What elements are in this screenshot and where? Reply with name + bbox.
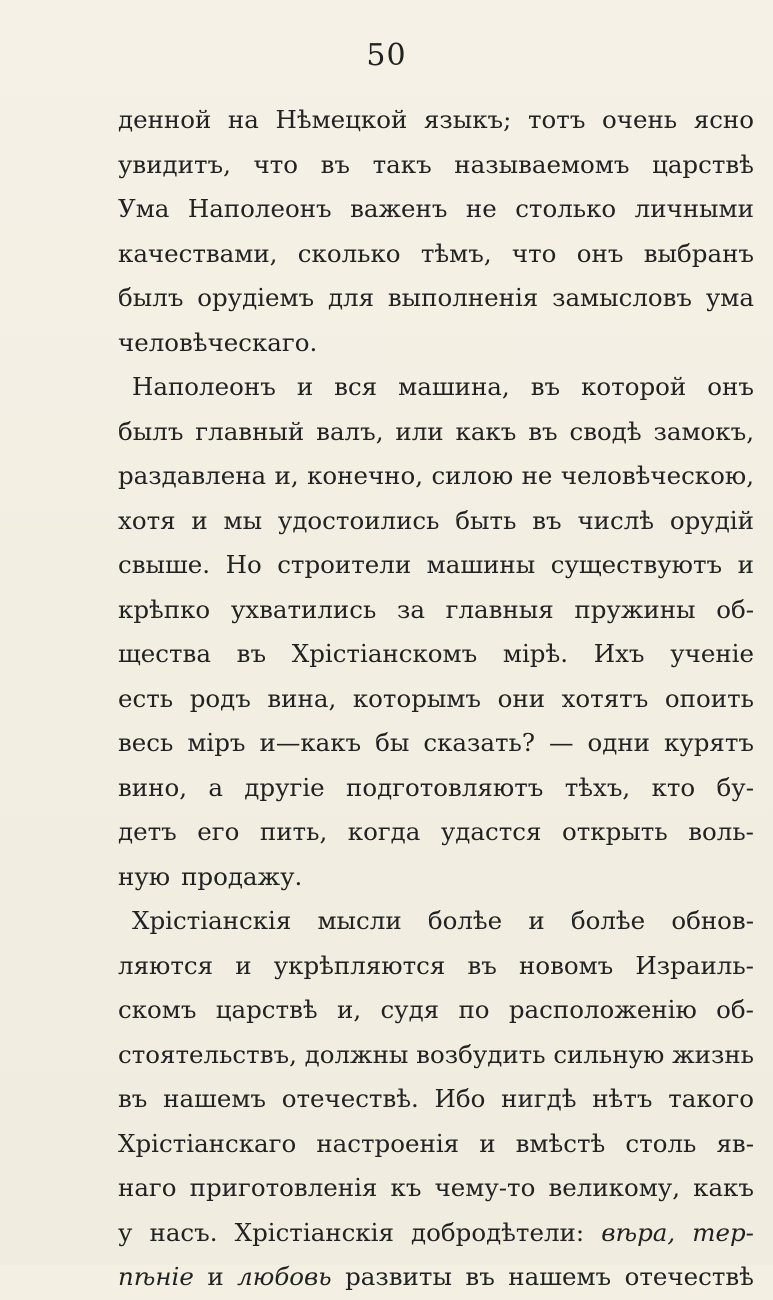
word: курятъ — [663, 728, 754, 757]
word: что — [511, 238, 557, 268]
text-line — [118, 1077, 754, 1122]
word: ухватились — [230, 594, 377, 624]
word: сводѣ — [569, 416, 642, 446]
word: вѣра, — [601, 1217, 676, 1247]
word: тер- — [692, 1217, 754, 1247]
word: числѣ — [577, 505, 655, 535]
word: ума — [705, 283, 754, 312]
word: есть — [118, 683, 174, 713]
word: нашемъ — [163, 1084, 266, 1113]
word: Наполеонъ — [187, 194, 332, 223]
word: тѣхъ, — [564, 772, 631, 802]
word: въ — [118, 1084, 148, 1113]
text-line — [118, 543, 754, 588]
text-line — [118, 1122, 754, 1167]
word: жизнь — [672, 1039, 754, 1069]
word: такого — [668, 1084, 754, 1113]
word: человѣческою, — [560, 461, 754, 490]
word: у — [118, 1217, 133, 1247]
word: новомъ — [519, 950, 614, 980]
word: орудій — [669, 505, 754, 535]
text-line — [118, 766, 754, 811]
word: обнов- — [671, 906, 754, 935]
word: насъ. — [149, 1217, 218, 1247]
word: наго — [118, 1173, 177, 1202]
word: хотя — [118, 505, 176, 535]
word: что — [253, 149, 299, 179]
text-line — [118, 187, 754, 232]
word: тотъ — [527, 105, 586, 134]
word: или — [395, 416, 444, 446]
word: возбудить — [416, 1039, 546, 1069]
word: въ — [236, 639, 267, 668]
word: былъ — [118, 283, 184, 312]
word: въ — [532, 505, 562, 535]
word: какъ — [455, 416, 517, 446]
word: пить, — [259, 817, 328, 846]
word: міръ — [187, 728, 246, 757]
word: детъ — [118, 817, 177, 846]
text-line — [118, 98, 754, 143]
word: нигдѣ — [501, 1084, 577, 1113]
word: крѣпко — [118, 594, 211, 624]
word: за — [396, 594, 425, 624]
word: существуютъ — [550, 550, 723, 579]
word: об- — [716, 995, 754, 1024]
text-line — [118, 1255, 754, 1300]
text-line — [118, 677, 754, 722]
word: вмѣстѣ — [515, 1128, 606, 1158]
word: Ихъ — [593, 639, 645, 668]
word: Хрістіанскія — [132, 906, 292, 935]
word: удастся — [440, 817, 542, 846]
word: кто — [651, 772, 696, 802]
word: а — [208, 772, 223, 802]
word: бы — [375, 728, 410, 757]
word: весь — [118, 728, 174, 757]
word: вся — [334, 372, 378, 401]
word: для — [327, 283, 375, 312]
word: Хрістіанскія — [234, 1217, 394, 1247]
word: валъ, — [316, 416, 384, 446]
word: выбранъ — [643, 238, 754, 268]
word: орудіемъ — [197, 283, 315, 312]
word: Хрістіанскаго — [118, 1128, 297, 1158]
word: силою — [431, 461, 514, 490]
word: — — [549, 728, 574, 757]
word: и—какъ — [259, 728, 362, 757]
word: судя — [380, 995, 440, 1024]
word: и, — [336, 995, 362, 1024]
text-line — [118, 632, 754, 677]
word: яв- — [716, 1128, 754, 1158]
word: конечно, — [307, 461, 424, 490]
word: къ — [390, 1173, 422, 1202]
word: пружины — [574, 594, 696, 624]
word: машины — [426, 550, 536, 579]
word: и — [479, 1128, 496, 1158]
text-line — [118, 454, 754, 499]
word: нашемъ — [508, 1262, 612, 1291]
word: качествами, — [118, 238, 278, 268]
word: какъ — [693, 1173, 754, 1202]
text-line — [118, 410, 754, 455]
word: которой — [581, 372, 687, 401]
word: сильную — [553, 1039, 665, 1069]
word: не — [465, 194, 497, 223]
word: царствѣ — [215, 995, 318, 1024]
word: продажу. — [181, 861, 303, 891]
text-line — [118, 1211, 754, 1256]
word: воль- — [688, 817, 754, 846]
word: и — [737, 550, 754, 579]
word: выполненія — [387, 283, 539, 312]
word: болѣе — [427, 906, 503, 935]
word: раздавлена — [118, 461, 267, 490]
word: замокъ, — [653, 416, 754, 446]
word: называемомъ — [454, 149, 630, 179]
text-line — [118, 588, 754, 633]
text-line — [118, 899, 754, 944]
word: стоятельствъ, — [118, 1039, 297, 1069]
word: важенъ — [350, 194, 448, 223]
word: открыть — [561, 817, 668, 846]
word: мірѣ. — [502, 639, 569, 668]
word: об- — [716, 594, 754, 624]
word: и — [528, 906, 545, 935]
text-line — [118, 1166, 754, 1211]
word: настроенія — [316, 1128, 460, 1158]
word: замысловъ — [552, 283, 693, 312]
word: болѣе — [570, 906, 646, 935]
word: бу- — [716, 772, 754, 802]
word: и — [296, 372, 314, 401]
word: мы — [223, 505, 263, 535]
word: столь — [625, 1128, 697, 1158]
word: они — [497, 683, 546, 713]
word: Ума — [118, 194, 170, 223]
word: Наполеонъ — [132, 372, 276, 401]
word: не — [521, 461, 553, 490]
word: Но — [225, 550, 262, 579]
text-line — [118, 810, 754, 855]
word: и — [191, 505, 208, 535]
word: машина, — [398, 372, 510, 401]
word: когда — [347, 817, 421, 846]
word: въ — [320, 149, 351, 179]
word: Ибо — [434, 1084, 486, 1113]
word: человѣческаго. — [118, 327, 318, 357]
word: свыше. — [118, 550, 211, 579]
page-number: 50 — [366, 38, 407, 73]
word: быть — [455, 505, 517, 535]
word: ную — [118, 861, 171, 891]
text-line — [118, 365, 754, 410]
word: должны — [304, 1039, 409, 1069]
word: родъ — [189, 683, 251, 713]
word: въ — [467, 950, 497, 980]
word: вина, — [267, 683, 337, 713]
body-text — [118, 98, 754, 1300]
word: онъ — [576, 238, 624, 268]
word: отечествѣ — [624, 1262, 754, 1291]
word: и — [207, 1262, 224, 1291]
word: его — [197, 817, 240, 846]
word: ученіе — [670, 639, 754, 668]
word: великому, — [548, 1173, 680, 1202]
word: хотятъ — [561, 683, 649, 713]
text-line — [118, 321, 754, 366]
word: и, — [274, 461, 299, 490]
word: другіе — [244, 772, 325, 802]
word: въ — [465, 1262, 495, 1291]
word: которымъ — [352, 683, 482, 713]
word: тѣмъ, — [420, 238, 492, 268]
word: подготовляютъ — [346, 772, 544, 802]
word: приготовленія — [189, 1173, 378, 1202]
text-line — [118, 276, 754, 321]
word: Израиль- — [635, 950, 754, 980]
word: мысли — [317, 906, 402, 935]
word: ляются — [118, 950, 214, 980]
text-line — [118, 232, 754, 277]
word: и — [235, 950, 252, 980]
word: чему-то — [434, 1173, 536, 1202]
word: расположенію — [508, 995, 697, 1024]
word: отечествѣ. — [281, 1084, 419, 1113]
word: главныя — [445, 594, 554, 624]
word: опоить — [664, 683, 754, 713]
word: вино, — [118, 772, 187, 802]
word: добродѣтели: — [411, 1217, 585, 1247]
word: одни — [587, 728, 650, 757]
word: такъ — [372, 149, 432, 179]
word: сколько — [297, 238, 401, 268]
word: удостоились — [277, 505, 440, 535]
word: личными — [634, 194, 754, 223]
word: скомъ — [118, 995, 197, 1024]
text-line — [118, 721, 754, 766]
text-line — [118, 1033, 754, 1078]
text-line — [118, 988, 754, 1033]
word: развиты — [345, 1262, 452, 1291]
word: пѣніе — [118, 1262, 194, 1291]
text-line — [118, 855, 754, 900]
word: щества — [118, 639, 211, 668]
word: въ — [528, 416, 558, 446]
word: по — [458, 995, 490, 1024]
word: онъ — [707, 372, 754, 401]
word: нѣтъ — [592, 1084, 653, 1113]
word: Нѣмецкой — [275, 105, 408, 134]
word: денной — [118, 105, 212, 134]
word: укрѣпляются — [273, 950, 446, 980]
word: увидитъ, — [118, 149, 231, 179]
word: царствѣ — [652, 149, 754, 179]
text-line — [118, 143, 754, 188]
word: въ — [530, 372, 561, 401]
word: на — [227, 105, 259, 134]
word: языкъ; — [423, 105, 512, 134]
word: былъ — [118, 416, 184, 446]
text-line — [118, 499, 754, 544]
word: главный — [195, 416, 305, 446]
word: сказать? — [423, 728, 536, 757]
word: ясно — [693, 105, 754, 134]
word: любовь — [237, 1262, 332, 1291]
word: столько — [515, 194, 617, 223]
word: строители — [277, 550, 412, 579]
text-line — [118, 944, 754, 989]
word: очень — [602, 105, 678, 134]
word: Хрістіанскомъ — [291, 639, 478, 668]
